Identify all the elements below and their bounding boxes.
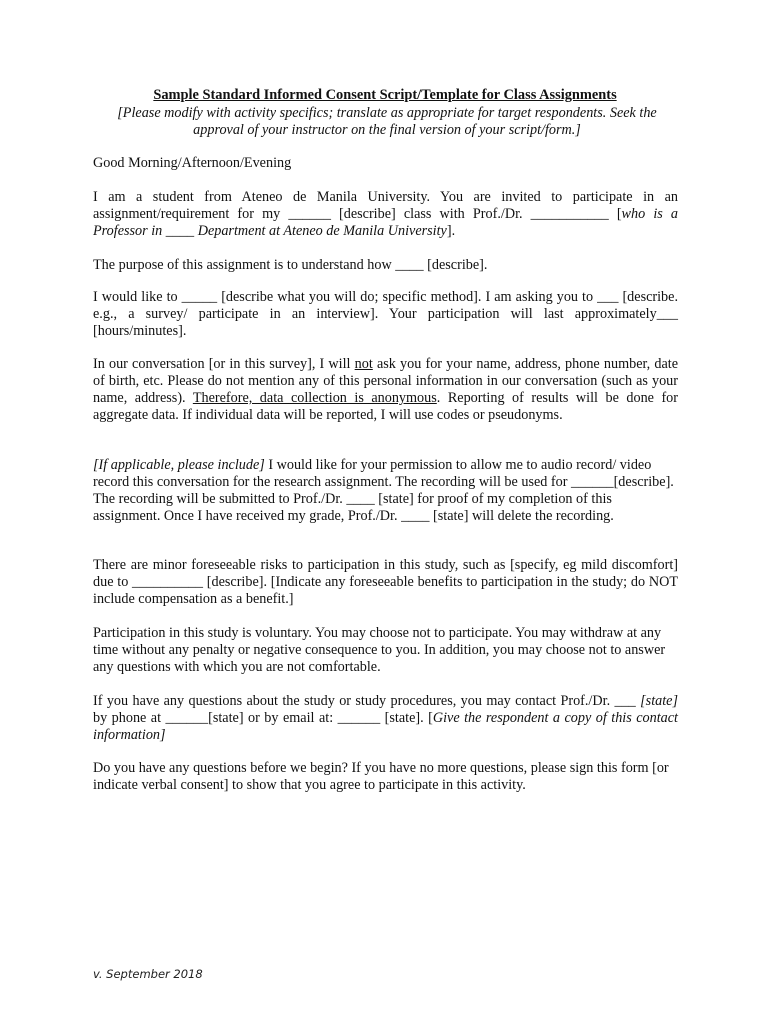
intro-italic: who is a Professor in ____ Department at Ateneo de Manila University xyxy=(93,206,678,239)
contact-italic-1: [state] xyxy=(640,693,678,709)
privacy-anonymous: Therefore, data collection is anonymous xyxy=(192,390,437,406)
intro-text-1: I am a student from Ateneo de Manila University. You are invited to participate in an assignment/requirement for my ______ [describe] class with Prof./Dr. ___________ [ xyxy=(93,189,678,222)
purpose-paragraph: The purpose of this assignment is to understand how ____ [describe]. xyxy=(93,257,488,273)
greeting: Good Morning/Afternoon/Evening xyxy=(93,155,292,171)
privacy-text-3: . Reporting of results will be done for aggregate data. If individual data will be reported, I will use codes or pseudonyms. xyxy=(93,390,678,423)
closing-paragraph: Do you have any questions before we begin? If you have no more questions, please sign this form [or indicate verbal consent] to show that you agree to participate in this activity. xyxy=(93,760,669,793)
document-subtitle: [Please modify with activity specifics; translate as appropriate for target respondents. Seek the approval of your instructor on the final version of your script/form.] xyxy=(117,105,657,138)
intro-paragraph xyxy=(93,189,678,240)
recording-text: I would like for your permission to allow me to audio record/ video record this conversation for the research assignment. The recording will be used for ______[describe]. The recording will be submitted to Prof./Dr. ____ [state] for proof of my completion of this assignment. Once I have received my grade, Prof./Dr. ____ [state] will delete the recording. xyxy=(93,457,674,524)
risks-paragraph: There are minor foreseeable risks to participation in this study, such as [specify, eg mild discomfort] due to __________ [describe]. [Indicate any foreseeable benefits to participation in the study; do NOT include compensation as a benefit.] xyxy=(93,557,678,607)
intro-text-2: ]. xyxy=(446,223,456,239)
privacy-text-2: ask you for your name, address, phone number, date of birth, etc. Please do not mention any of this personal information in our conversation (such as your name, address). xyxy=(93,356,678,406)
recording-italic: [If applicable, please include] xyxy=(93,457,265,473)
contact-italic-2: Give the respondent a copy of this contact information] xyxy=(93,710,678,743)
recording-paragraph xyxy=(93,457,678,525)
contact-text-2: by phone at ______[state] or by email at: ______ [state]. [ xyxy=(93,710,433,726)
voluntary-paragraph: Participation in this study is voluntary. You may choose not to participate. You may withdraw at any time without any penalty or negative consequence to you. In addition, you may choose not to answer any questions with which you are not comfortable. xyxy=(93,625,666,675)
privacy-paragraph xyxy=(93,356,678,424)
privacy-not: not xyxy=(354,356,373,372)
contact-paragraph xyxy=(93,693,678,744)
version-footer: v. September 2018 xyxy=(93,967,203,981)
method-paragraph: I would like to _____ [describe what you will do; specific method]. I am asking you to ___ [describe. e.g., a survey/ participate in an interview]. Your participation will last approximately___ [hours/minutes]. xyxy=(93,289,678,339)
privacy-text-1: In our conversation [or in this survey], I will xyxy=(93,356,355,372)
document-title: Sample Standard Informed Consent Script/Template for Class Assignments xyxy=(153,87,617,103)
contact-text-1: If you have any questions about the study or study procedures, you may contact Prof./Dr. ___ xyxy=(93,693,641,709)
